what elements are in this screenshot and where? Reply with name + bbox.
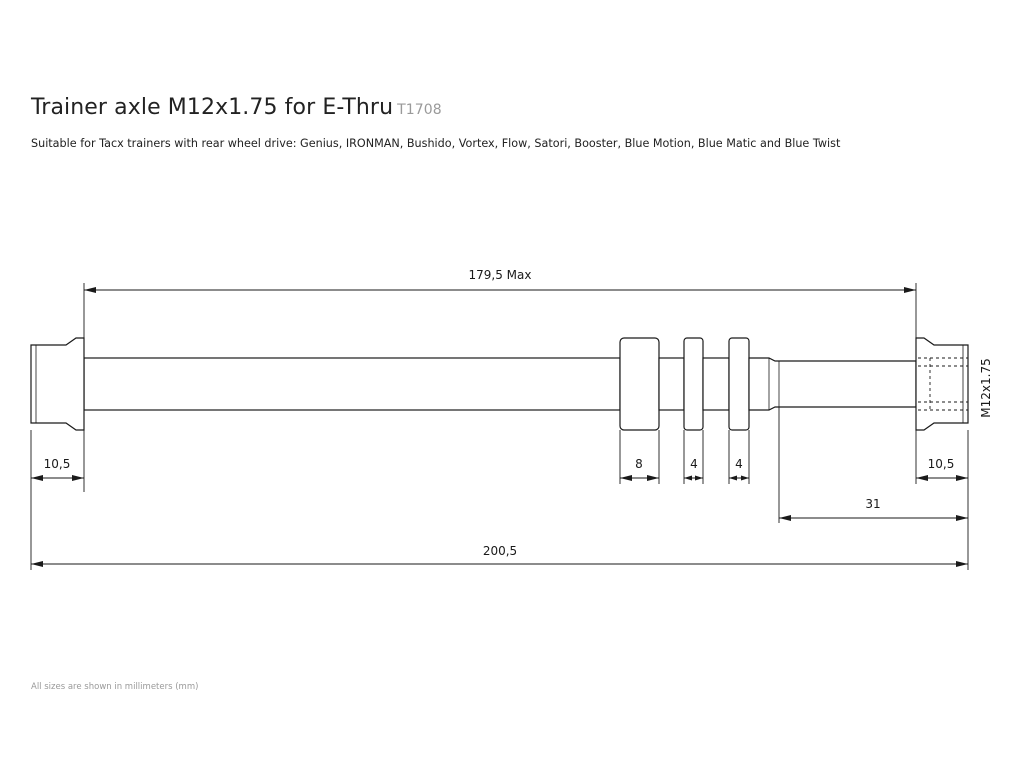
dim-head-right <box>916 430 968 484</box>
dim-spacer-thin-2-label: 4 <box>735 457 743 471</box>
dim-total-length <box>31 544 968 567</box>
axle-shaft <box>84 358 620 410</box>
axle-head-left <box>31 338 84 430</box>
dim-spacer-thin-2 <box>729 457 749 481</box>
dim-overall-max <box>84 268 916 293</box>
dim-head-left <box>31 457 84 481</box>
dim-head-left-label: 10,5 <box>43 457 71 471</box>
dim-overall-max-label: 179,5 Max <box>468 268 532 282</box>
units-note: All sizes are shown in millimeters (mm) <box>31 682 199 692</box>
shaft-segment-1 <box>659 358 684 410</box>
threaded-section <box>749 358 916 410</box>
shaft-segment-2 <box>703 358 729 410</box>
title-text: Trainer axle M12x1.75 for E-Thru <box>31 95 394 120</box>
page-subtitle: Suitable for Tacx trainers with rear wheel drive: Genius, IRONMAN, Bushido, Vortex, Flow, Satori, Booster, Blue Motion, Blue Matic and Blue Twist <box>31 137 841 150</box>
spacer-4-a <box>684 338 703 430</box>
dim-thread-length <box>779 497 968 521</box>
product-code: T1708 <box>397 102 442 118</box>
extension-lines <box>31 283 968 570</box>
dim-spacer-wide-label: 8 <box>635 457 643 471</box>
dim-head-right-label: 10,5 <box>927 457 955 471</box>
dim-spacer-wide <box>620 457 659 481</box>
axle-head-right <box>916 338 968 430</box>
dim-spacer-thin-1-label: 4 <box>690 457 698 471</box>
dim-spacer-thin-1 <box>684 457 703 481</box>
dim-total-length-label: 200,5 <box>482 544 518 558</box>
dim-thread-length-label: 31 <box>865 497 881 511</box>
thread-spec-label: M12x1.75 <box>979 358 993 418</box>
spacer-8 <box>620 338 659 430</box>
spacer-4-b <box>729 338 749 430</box>
